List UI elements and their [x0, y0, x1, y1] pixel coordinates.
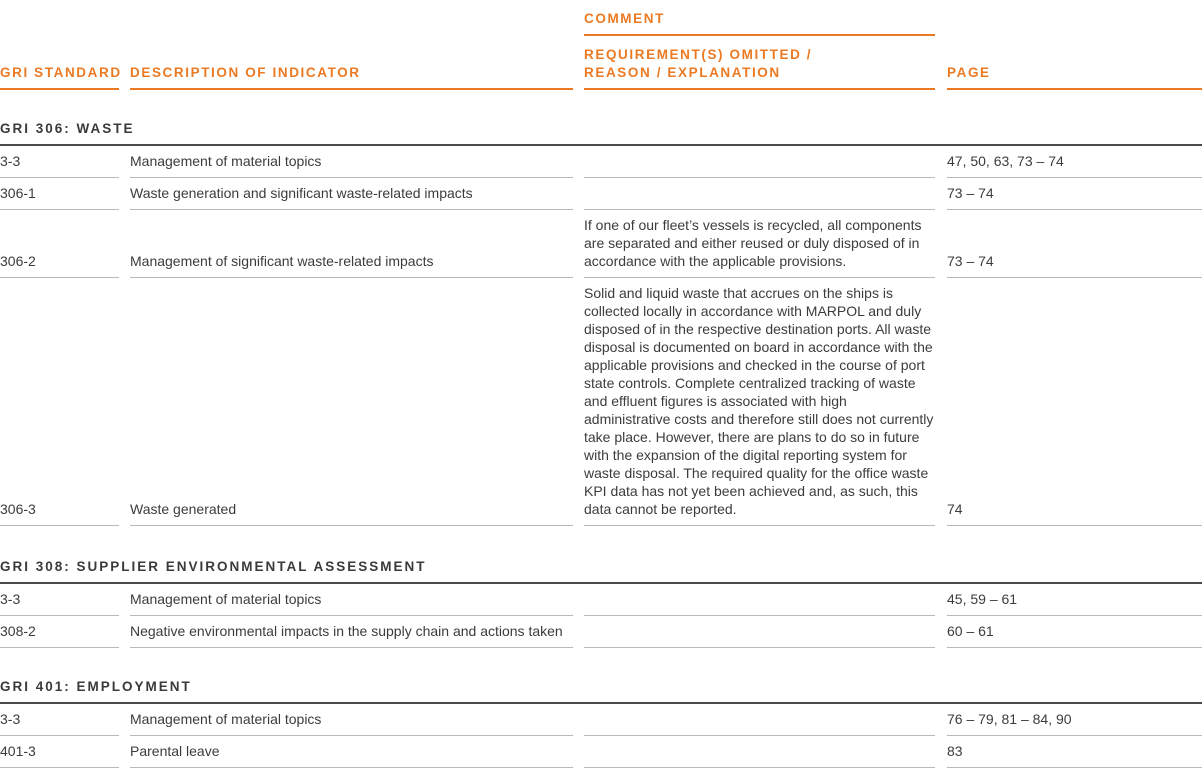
description-cell: Waste generation and significant waste-related impacts	[130, 178, 573, 210]
comment-cell	[584, 584, 935, 616]
standard-cell: 308-2	[0, 616, 119, 648]
table-row	[0, 146, 1202, 178]
section-title-gri-306: GRI 306: WASTE	[0, 121, 135, 136]
comment-header: COMMENT	[584, 11, 665, 26]
requirement-header-line2: REASON / EXPLANATION	[584, 65, 781, 80]
table-row	[0, 584, 1202, 616]
description-cell: Waste generated	[130, 278, 573, 526]
description-cell: Parental leave	[130, 736, 573, 768]
comment-cell: If one of our fleet’s vessels is recycled, all components are separated and either reused or duly disposed of in accordance with the applicable provisions.	[584, 210, 935, 278]
comment-cell	[584, 704, 935, 736]
page-cell: 73 – 74	[947, 178, 1202, 210]
comment-cell	[584, 616, 935, 648]
comment-cell	[584, 178, 935, 210]
standard-cell: 3-3	[0, 584, 119, 616]
page-header-rule	[947, 88, 1202, 90]
comment-header-rule	[584, 34, 935, 36]
description-cell: Management of material topics	[130, 584, 573, 616]
description-header-rule	[130, 88, 573, 90]
gri-standard-header: GRI STANDARD	[0, 65, 122, 80]
comment-cell	[584, 736, 935, 768]
page-cell: 74	[947, 278, 1202, 526]
table-row	[0, 178, 1202, 210]
description-cell: Management of material topics	[130, 146, 573, 178]
standard-cell: 306-3	[0, 278, 119, 526]
table-row	[0, 210, 1202, 278]
table-row	[0, 616, 1202, 648]
standard-cell: 306-1	[0, 178, 119, 210]
description-cell: Negative environmental impacts in the supply chain and actions taken	[130, 616, 573, 648]
table-row	[0, 704, 1202, 736]
requirement-header-line1: REQUIREMENT(S) OMITTED /	[584, 47, 813, 62]
standard-cell: 3-3	[0, 146, 119, 178]
standard-cell: 401-3	[0, 736, 119, 768]
comment-cell: Solid and liquid waste that accrues on the ships is collected locally in accordance with MARPOL and duly disposed of in the respective destination ports. All waste disposal is documented on board in accordance with the applicable provisions and checked in the course of port state controls. Complete centralized tracking of waste and effluent figures is associated with high administrative costs and therefore still does not currently take place. However, there are plans to do so in future with the expansion of the digital reporting system for waste disposal. The required quality for the office waste KPI data has not yet been achieved and, as such, this data cannot be reported.	[584, 278, 935, 526]
requirement-header-rule	[584, 88, 935, 90]
comment-cell	[584, 146, 935, 178]
section-title-gri-401: GRI 401: EMPLOYMENT	[0, 679, 192, 694]
description-cell: Management of material topics	[130, 704, 573, 736]
standard-cell: 3-3	[0, 704, 119, 736]
table-row	[0, 278, 1202, 526]
description-cell: Management of significant waste-related impacts	[130, 210, 573, 278]
page-cell: 60 – 61	[947, 616, 1202, 648]
standard-cell: 306-2	[0, 210, 119, 278]
page-cell: 47, 50, 63, 73 – 74	[947, 146, 1202, 178]
gri-standard-header-rule	[0, 88, 119, 90]
page-cell: 76 – 79, 81 – 84, 90	[947, 704, 1202, 736]
page-cell: 45, 59 – 61	[947, 584, 1202, 616]
page-header: PAGE	[947, 65, 991, 80]
description-header: DESCRIPTION OF INDICATOR	[130, 65, 361, 80]
page-cell: 73 – 74	[947, 210, 1202, 278]
section-title-gri-308: GRI 308: SUPPLIER ENVIRONMENTAL ASSESSMENT	[0, 559, 427, 574]
table-row	[0, 736, 1202, 768]
page-cell: 83	[947, 736, 1202, 768]
